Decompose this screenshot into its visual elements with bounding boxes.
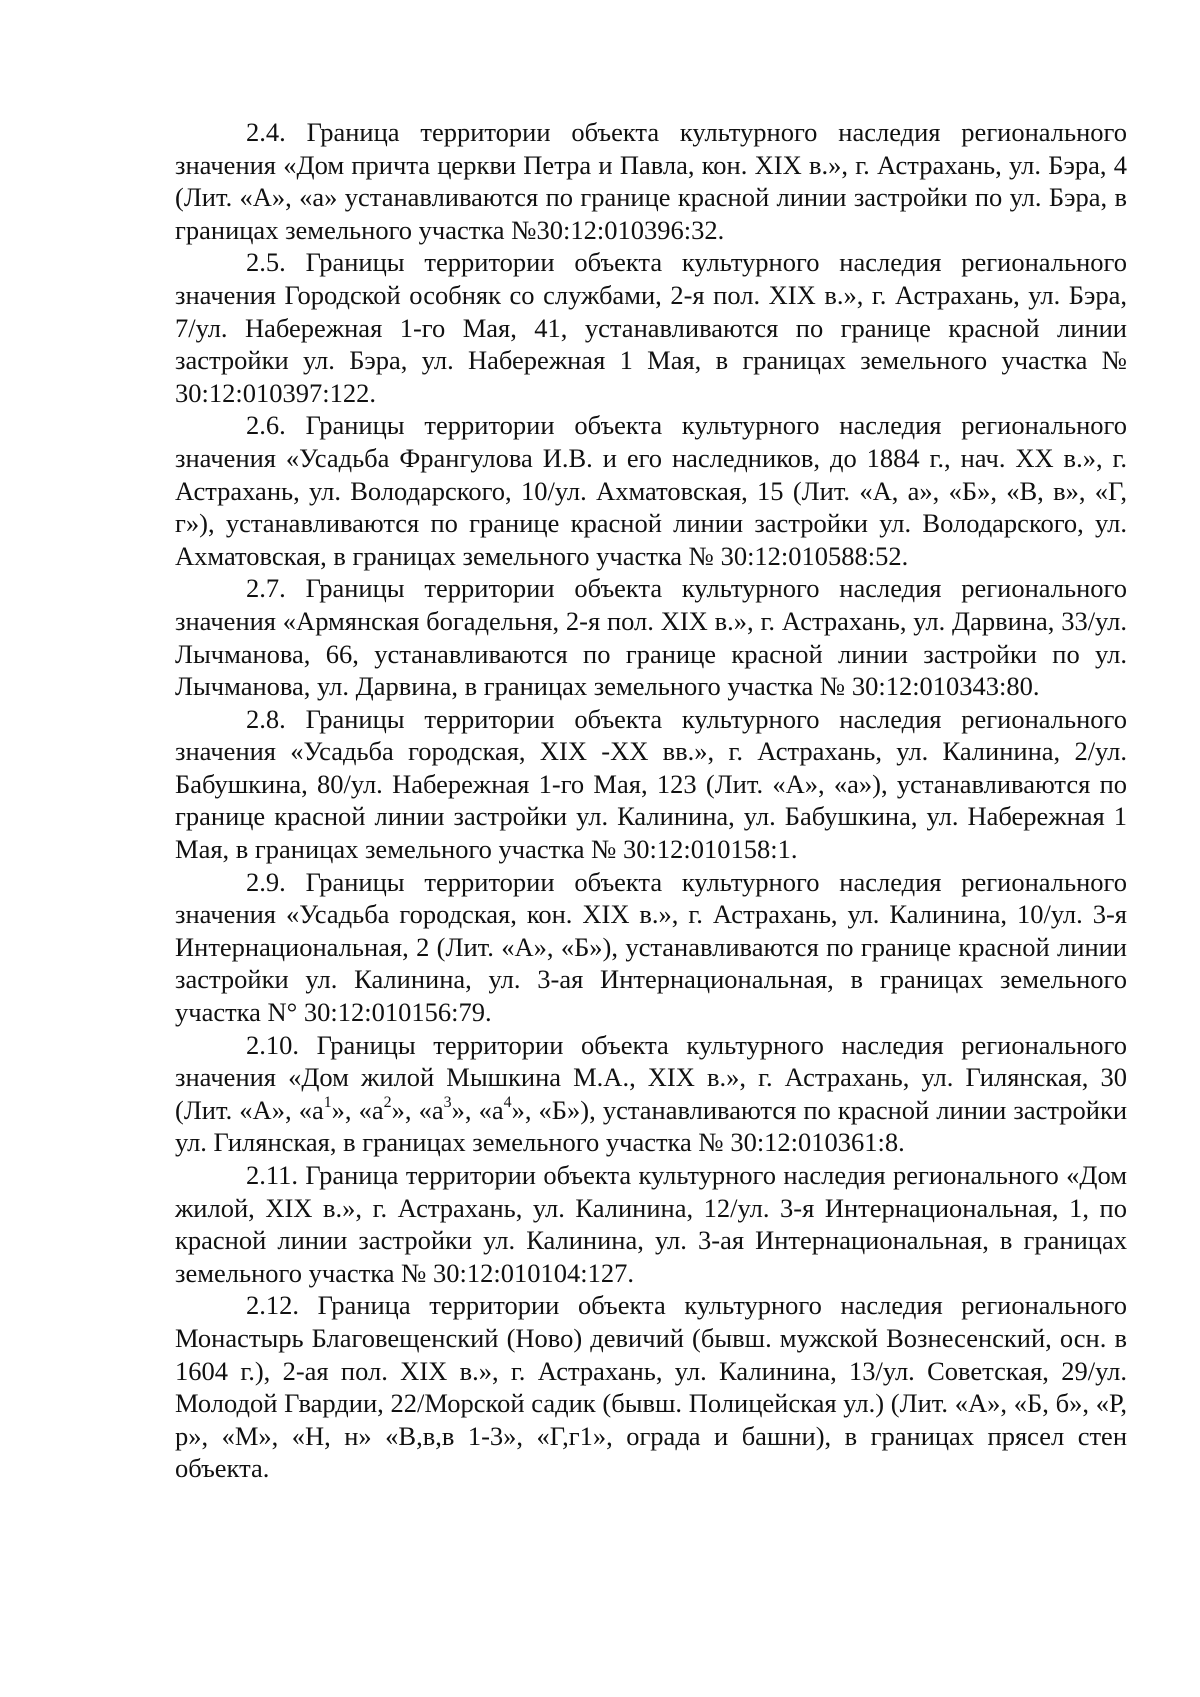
paragraph-2-10-text-2: », «а	[331, 1094, 384, 1125]
paragraph-2-10	[175, 1029, 1127, 1159]
paragraph-2-8: 2.8. Границы территории объекта культурного наследия регионального значения «Усадьба городская, XIX -XX вв.», г. Астрахань, ул. Калинина, 2/ул. Бабушкина, 80/ул. Набережная 1-го Мая, 123 (Лит. «А», «а»), устанавливаются по границе красной линии застройки ул. Калинина, ул. Бабушкина, ул. Набережная 1 Мая, в границах земельного участка № 30:12:010158:1.	[175, 703, 1127, 865]
superscript-2: 2	[383, 1093, 392, 1111]
paragraph-2-6: 2.6. Границы территории объекта культурного наследия регионального значения «Усадьба Франгулова И.В. и его наследников, до 1884 г., нач. XX в.», г. Астрахань, ул. Володарского, 10/ул. Ахматовская, 15 (Лит. «А, а», «Б», «В, в», «Г, г»), устанавливаются по границе красной линии застройки ул. Володарского, ул. Ахматовская, в границах земельного участка № 30:12:010588:52.	[175, 410, 1127, 571]
paragraph-2-12: 2.12. Граница территории объекта культурного наследия регионального Монастырь Благовещенский (Ново) девичий (бывш. мужской Вознесенский, осн. в 1604 г.), 2-ая пол. XIX в.», г. Астрахань, ул. Калинина, 13/ул. Советская, 29/ул. Молодой Гвардии, 22/Морской садик (бывш. Полицейская ул.) (Лит. «А», «Б, б», «Р, р», «М», «Н, н» «В,в,в 1-3», «Г,г1», ограда и башни), в границах прясел стен объекта.	[175, 1290, 1127, 1484]
paragraph-2-11: 2.11. Граница территории объекта культурного наследия регионального «Дом жилой, XIX в.», г. Астрахань, ул. Калинина, 12/ул. 3-я Интернациональная, 1, по красной линии застройки ул. Калинина, ул. 3-ая Интернациональная, в границах земельного участка № 30:12:010104:127.	[175, 1160, 1127, 1288]
document-body	[175, 116, 1127, 1485]
paragraph-2-10-text-4: », «а	[451, 1094, 504, 1125]
paragraph-2-9: 2.9. Границы территории объекта культурного наследия регионального значения «Усадьба городская, кон. XIX в.», г. Астрахань, ул. Калинина, 10/ул. 3-я Интернациональная, 2 (Лит. «А», «Б»), устанавливаются по границе красной линии застройки ул. Калинина, ул. 3-ая Интернациональная, в границах земельного участка N° 30:12:010156:79.	[175, 866, 1127, 1028]
paragraph-2-10-text-5: », «Б»), устанавливаются по красной линии застройки ул. Гилянская, в границах земельного участка № 30:12:010361:8.	[175, 1094, 1128, 1158]
paragraph-2-10-text-1: 2.10. Границы территории объекта культурного наследия регионального значения «Дом жилой Мышкина М.А., XIX в.», г. Астрахань, ул. Гилянская, 30 (Лит. «А», «а	[175, 1029, 1127, 1125]
paragraph-2-4: 2.4. Граница территории объекта культурного наследия регионального значения «Дом причта церкви Петра и Павла, кон. XIX в.», г. Астрахань, ул. Бэра, 4 (Лит. «А», «а» устанавливаются по границе красной линии застройки по ул. Бэра, в границах земельного участка №30:12:010396:32.	[175, 117, 1127, 245]
paragraph-2-10-text-3: », «а	[391, 1094, 444, 1125]
superscript-4: 4	[503, 1093, 512, 1111]
paragraph-2-5: 2.5. Границы территории объекта культурного наследия регионального значения Городской особняк со службами, 2-я пол. XIX в.», г. Астрахань, ул. Бэра, 7/ул. Набережная 1-го Мая, 41, устанавливаются по границе красной линии застройки ул. Бэра, ул. Набережная 1 Мая, в границах земельного участка № 30:12:010397:122.	[175, 247, 1127, 408]
superscript-3: 3	[443, 1093, 452, 1111]
paragraph-2-7: 2.7. Границы территории объекта культурного наследия регионального значения «Армянская богадельня, 2-я пол. XIX в.», г. Астрахань, ул. Дарвина, 33/ул. Лычманова, 66, устанавливаются по границе красной линии застройки по ул. Лычманова, ул. Дарвина, в границах земельного участка № 30:12:010343:80.	[175, 573, 1127, 702]
superscript-1: 1	[323, 1093, 332, 1111]
